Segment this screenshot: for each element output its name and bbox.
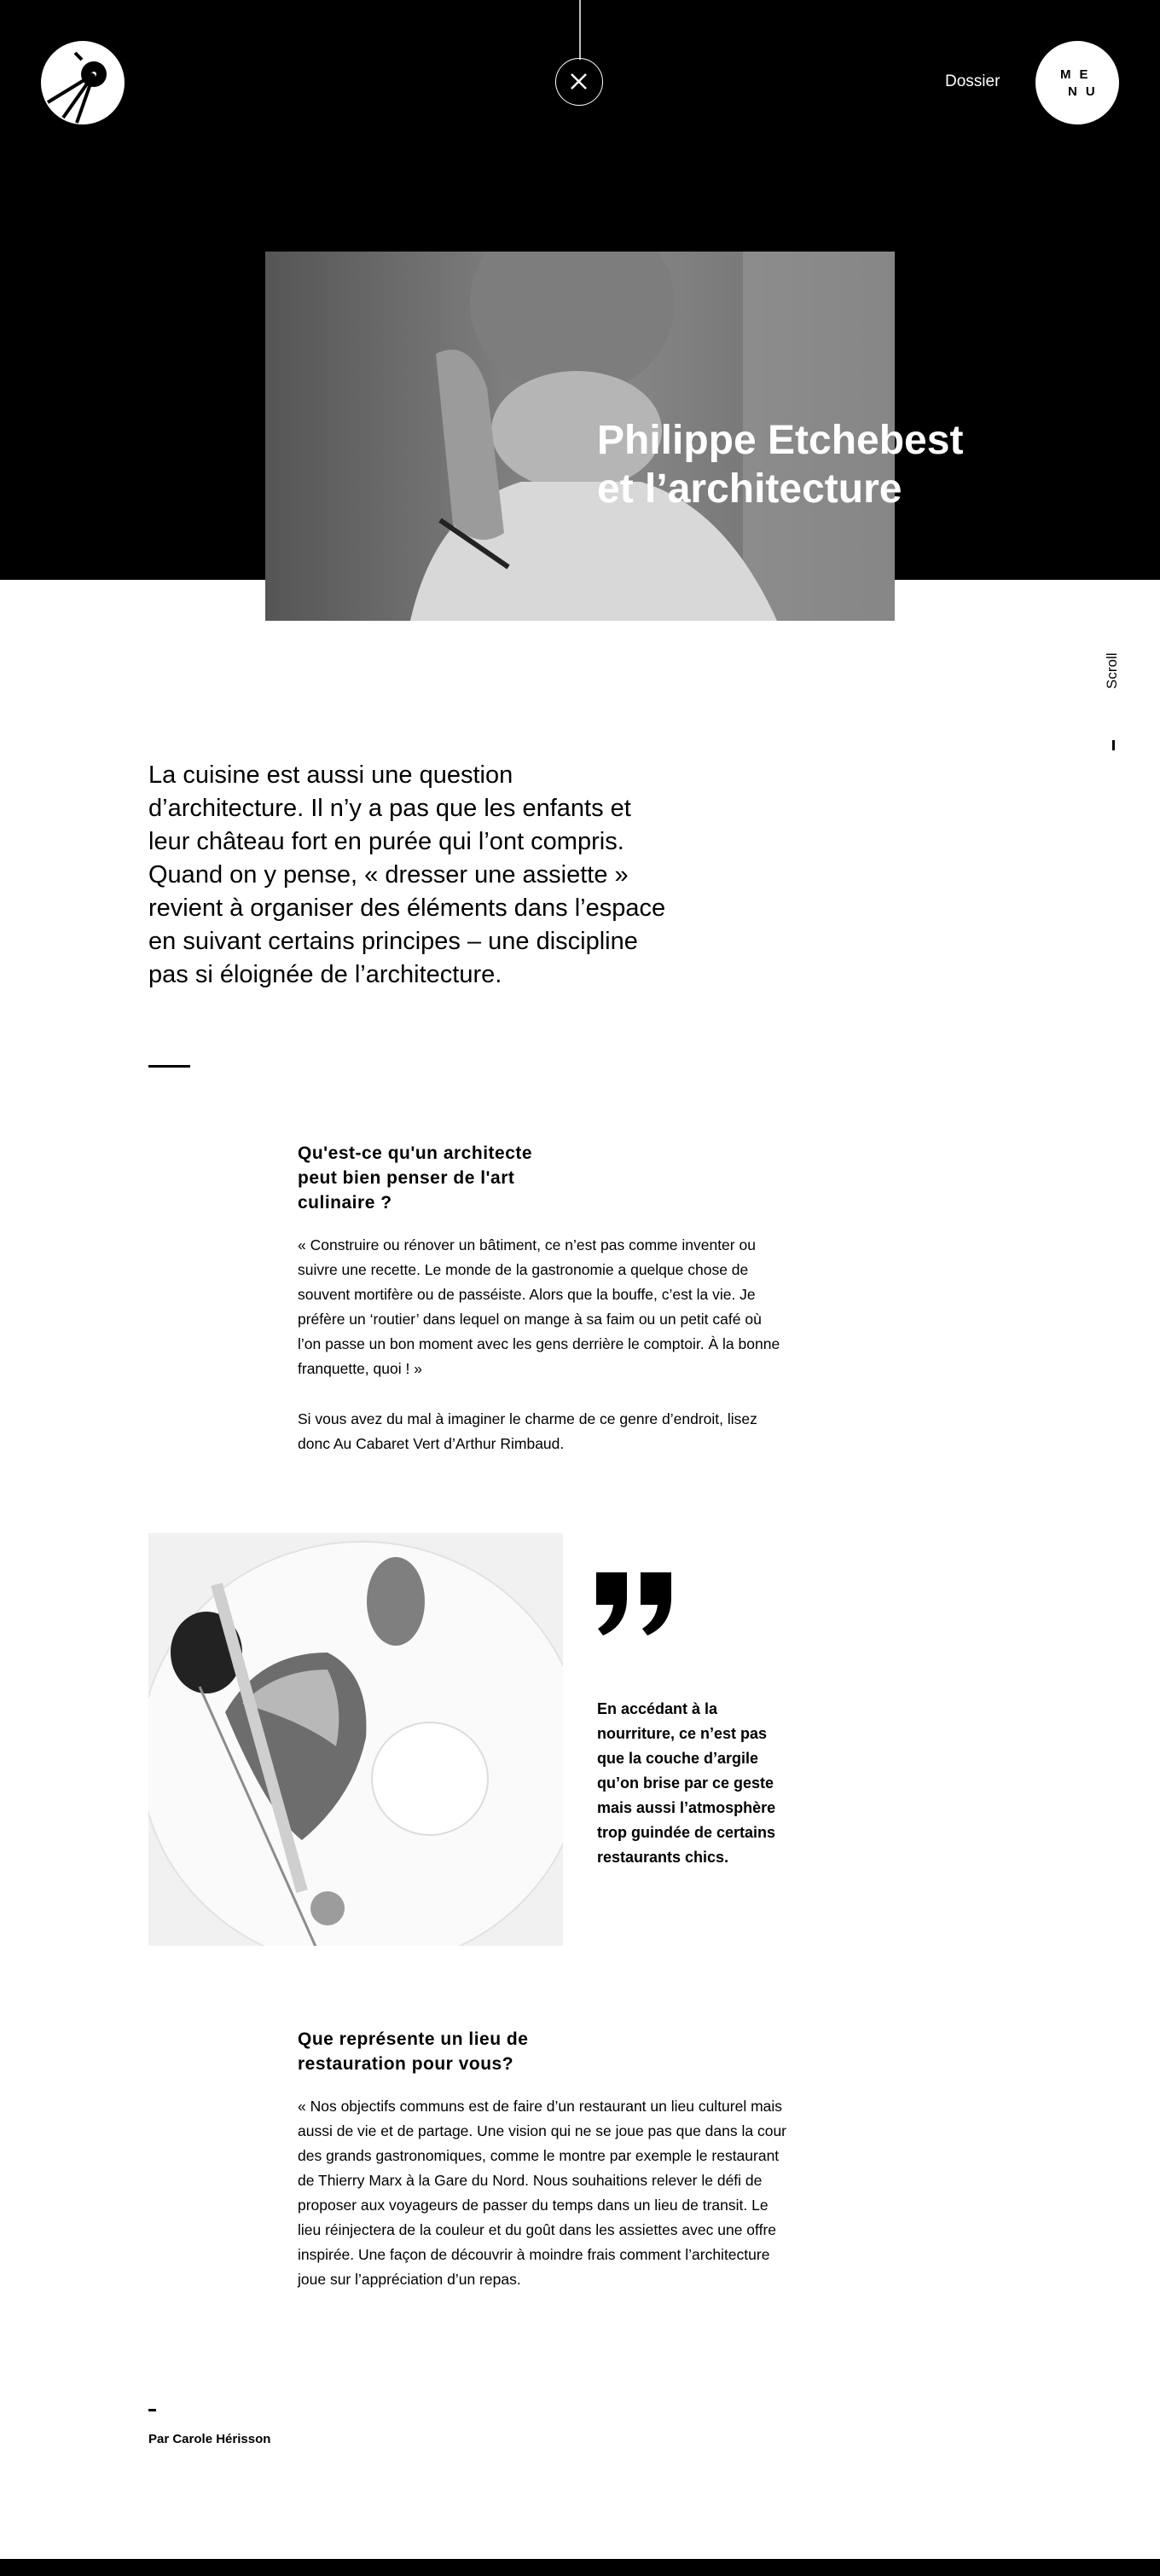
vertical-line (579, 0, 581, 60)
heading-line: peut bien penser de l'art (298, 1168, 515, 1188)
intro-line: en suivant certains principes – une discipline (148, 928, 638, 955)
intro-line: Quand on y pense, « dresser une assiette » (148, 861, 629, 889)
site-logo[interactable] (41, 41, 125, 124)
heading-line: Qu'est-ce qu'un architecte (298, 1143, 533, 1163)
paragraph-line: préfère un ‘routier’ dans lequel on mange à sa faim ou un petit café où (298, 1311, 762, 1328)
paragraph-line: Si vous avez du mal à imaginer le charme de ce genre d’endroit, lisez (298, 1410, 757, 1427)
dish-image (148, 1533, 563, 1946)
paragraph-line: inspirée. Une façon de découvrir à moindre frais comment l’architecture (298, 2246, 770, 2263)
quote-line: que la couche d’argile (597, 1750, 759, 1767)
paragraph-line: franquette, quoi ! » (298, 1360, 422, 1377)
intro-paragraph (148, 759, 745, 992)
nav-link-dossier[interactable]: Dossier (945, 72, 1000, 90)
paragraph-line: suivre une recette. Le monde de la gastronomie a quelque chose de (298, 1261, 749, 1278)
paragraph-line: lieu réinjectera de la couleur et du goût dans les assiettes avec une offre (298, 2221, 776, 2238)
paragraph-line: aussi de vie et de partage. Une vision qui ne se joue pas que dans la cour (298, 2122, 787, 2139)
page-title (597, 416, 963, 513)
author-dash (148, 2409, 156, 2411)
section2-heading (298, 2027, 528, 2076)
close-button[interactable] (555, 58, 603, 106)
quote-line: qu’on brise par ce geste (597, 1774, 774, 1792)
section2-paragraph (298, 2094, 786, 2292)
page-title-line2: et l’architecture (597, 466, 902, 512)
paragraph-line: « Nos objectifs communs est de faire d’un restaurant un lieu culturel mais (298, 2098, 783, 2115)
page-title-line1: Philippe Etchebest (597, 418, 964, 463)
quote-line: mais aussi l’atmosphère (597, 1799, 776, 1816)
paragraph-line: l’on passe un bon moment avec les gens derrière le comptoir. À la bonne (298, 1335, 780, 1352)
quote-line: restaurants chics. (597, 1849, 729, 1866)
intro-line: revient à organiser des éléments dans l’espace (148, 894, 666, 922)
quote-line: En accédant à la (597, 1700, 718, 1717)
menu-label-line2: NU (1068, 84, 1104, 99)
menu-label-line1: ME (1060, 67, 1097, 82)
author-credit: Par Carole Hérisson (148, 2432, 271, 2446)
section1-heading (298, 1141, 532, 1215)
heading-line: restauration pour vous? (298, 2054, 514, 2074)
intro-line: La cuisine est aussi une question (148, 761, 513, 789)
paragraph-line: souvent mortifère ou de passéiste. Alors que la bouffe, c’est la vie. Je (298, 1286, 756, 1303)
scroll-label[interactable]: Scroll (1104, 652, 1120, 689)
section1-paragraph2 (298, 1407, 757, 1456)
paragraph-line: des grands gastronomiques, comme le montre par exemple le restaurant (298, 2147, 780, 2164)
menu-button[interactable] (1035, 41, 1119, 124)
intro-line: d’architecture. Il n’y a pas que les enfants et (148, 795, 631, 822)
satellite-logo-icon (41, 41, 125, 124)
quote-mark-icon (596, 1572, 673, 1637)
paragraph-line: de Thierry Marx à la Gare du Nord. Nous souhaitions relever le défi de (298, 2172, 763, 2189)
scroll-indicator (1112, 740, 1115, 750)
paragraph-line: « Construire ou rénover un bâtiment, ce n’est pas comme inventer ou (298, 1236, 756, 1253)
section1-paragraph1 (298, 1233, 780, 1381)
paragraph-line: proposer aux voyageurs de passer du temps dans un lieu de transit. Le (298, 2197, 768, 2214)
pull-quote (597, 1697, 775, 1870)
intro-line: leur château fort en purée qui l’ont compris. (148, 828, 624, 855)
plated-dish-photo (148, 1533, 563, 1946)
heading-line: Que représente un lieu de (298, 2029, 529, 2049)
footer-bar (0, 2559, 1160, 2576)
quote-line: nourriture, ce n’est pas (597, 1725, 768, 1742)
intro-line: pas si éloignée de l’architecture. (148, 961, 502, 988)
paragraph-line: joue sur l’appréciation d’un repas. (298, 2271, 521, 2288)
paragraph-line: donc Au Cabaret Vert d’Arthur Rimbaud. (298, 1435, 565, 1452)
close-icon (556, 59, 601, 104)
quote-line: trop guindée de certains (597, 1824, 776, 1841)
section-divider (148, 1065, 190, 1068)
heading-line: culinaire ? (298, 1193, 392, 1213)
